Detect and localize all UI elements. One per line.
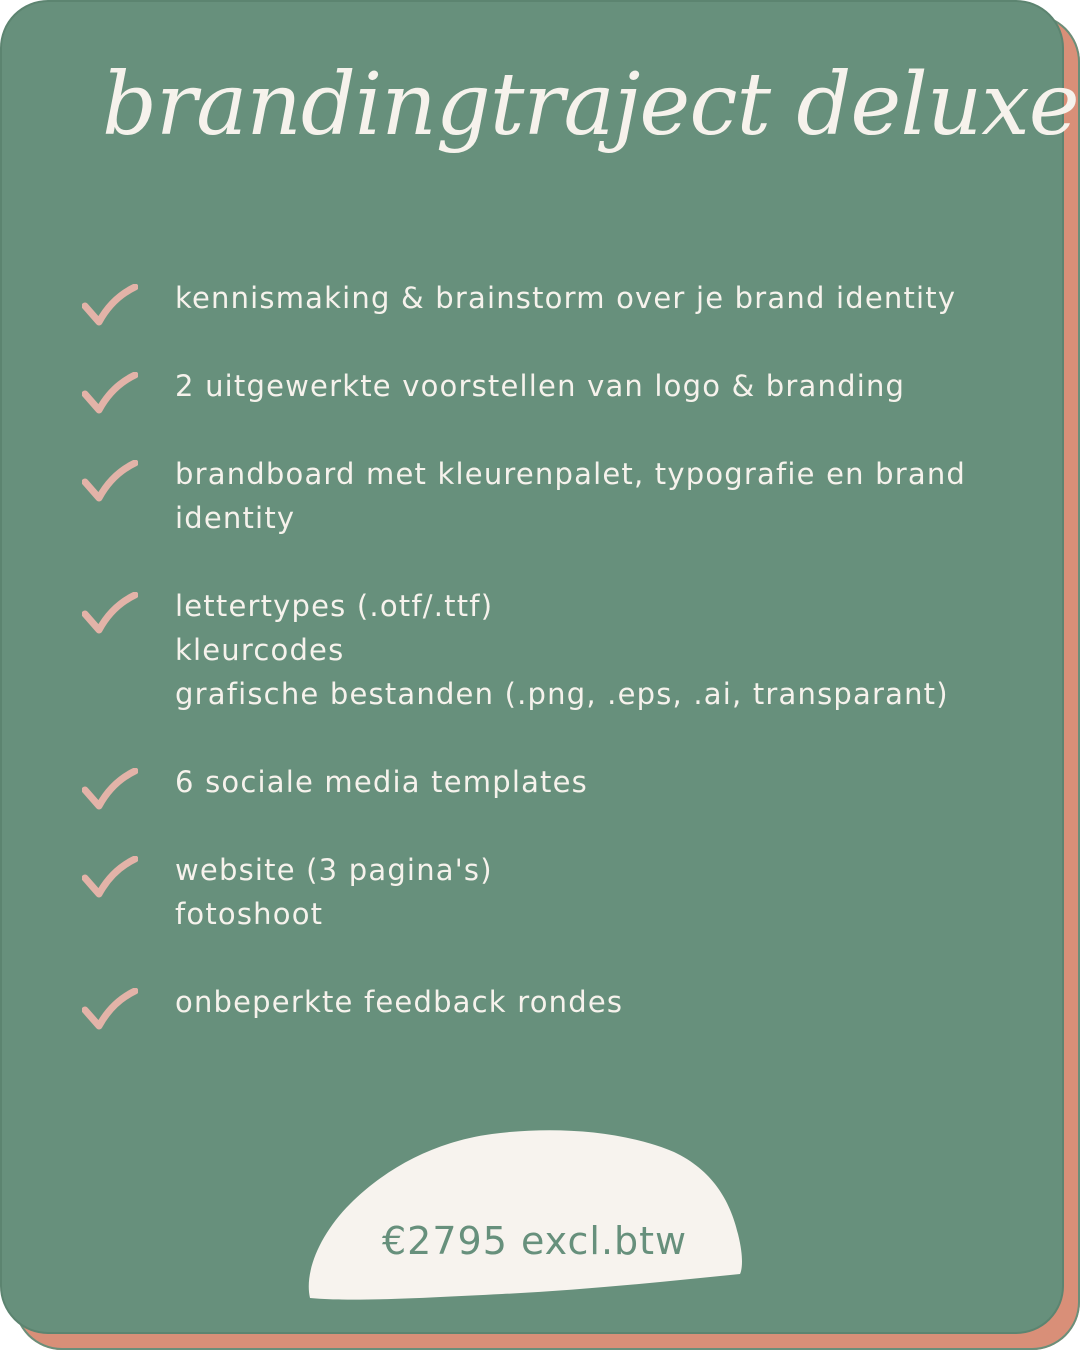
feature-line: 6 sociale media templates xyxy=(175,765,588,799)
feature-line: kleurcodes xyxy=(175,633,345,667)
feature-line: identity xyxy=(175,501,296,535)
feature-line: brandboard met kleurenpalet, typografie en brand xyxy=(175,457,967,491)
feature-text xyxy=(175,980,1005,1024)
feature-text xyxy=(175,760,1005,804)
feature-line: lettertypes (.otf/.ttf) xyxy=(175,589,494,623)
feature-line: 2 uitgewerkte voorstellen van logo & branding xyxy=(175,369,906,403)
checkmark-icon xyxy=(82,284,138,330)
feature-text xyxy=(175,276,1005,320)
feature-text xyxy=(175,452,1005,540)
feature-line: onbeperkte feedback rondes xyxy=(175,985,624,1019)
checkmark-icon xyxy=(82,460,138,506)
price-label: €2795 excl.btw xyxy=(382,1219,688,1263)
card-title: brandingtraject deluxe xyxy=(102,55,1079,155)
checkmark-icon xyxy=(82,856,138,902)
feature-text xyxy=(175,364,1005,408)
feature-line: website (3 pagina's) xyxy=(175,853,493,887)
feature-line: grafische bestanden (.png, .eps, .ai, transparant) xyxy=(175,677,949,711)
feature-line: kennismaking & brainstorm over je brand identity xyxy=(175,281,957,315)
checkmark-icon xyxy=(82,988,138,1034)
feature-text xyxy=(175,584,1005,716)
feature-text xyxy=(175,848,1005,936)
checkmark-icon xyxy=(82,768,138,814)
checkmark-icon xyxy=(82,372,138,418)
feature-line: fotoshoot xyxy=(175,897,324,931)
checkmark-icon xyxy=(82,592,138,638)
